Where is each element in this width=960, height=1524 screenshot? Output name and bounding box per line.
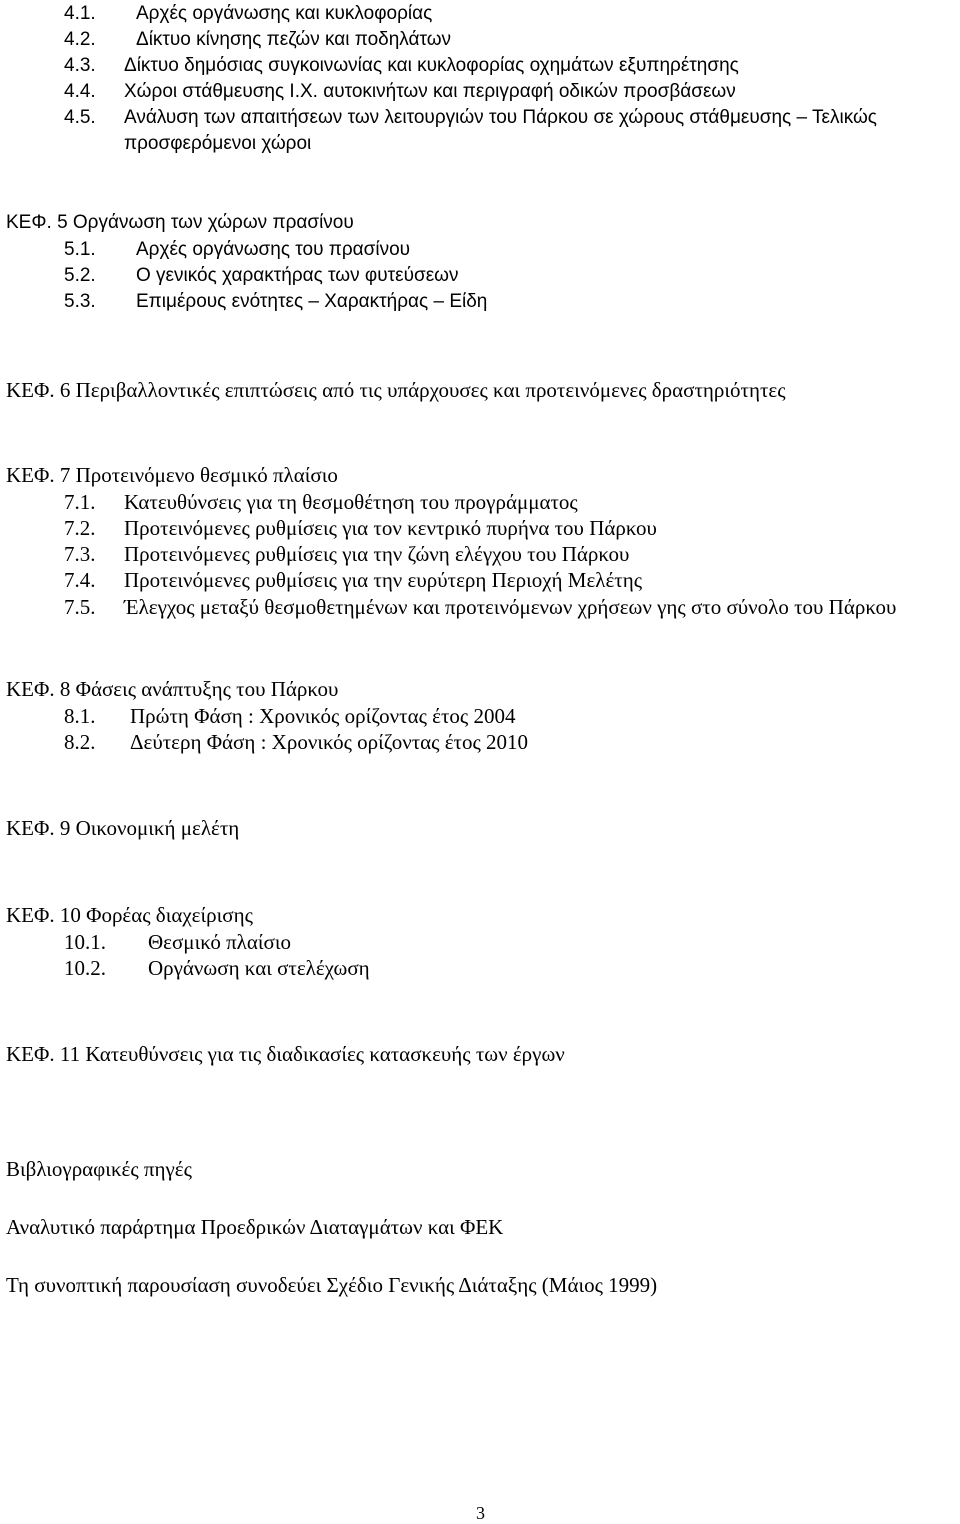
toc-entry: Χώροι στάθμευσης Ι.Χ. αυτοκινήτων και περιγραφή οδικών προσβάσεων [124,81,736,102]
toc-number: 4.5. [64,107,96,128]
chapter-heading: ΚΕΦ. 11 Κατευθύνσεις για τις διαδικασίες κατασκευής των έργων [6,1042,565,1066]
toc-entry: Θεσμικό πλαίσιο [148,930,291,954]
toc-entry: Δίκτυο κίνησης πεζών και ποδηλάτων [136,29,452,50]
toc-number: 7.5. [64,595,96,619]
toc-entry-continuation: προσφερόμενοι χώροι [124,133,312,154]
page-number: 3 [476,1503,485,1523]
toc-entry: Οργάνωση και στελέχωση [148,956,370,980]
toc-number: 5.3. [64,291,96,312]
toc-number: 8.1. [64,704,96,728]
toc-number: 7.1. [64,490,96,514]
chapter-heading: ΚΕΦ. 10 Φορέας διαχείρισης [6,903,253,927]
toc-number: 4.4. [64,81,96,102]
toc-entry: Προτεινόμενες ρυθμίσεις για τον κεντρικό πυρήνα του Πάρκου [124,516,657,540]
toc-number: 5.1. [64,239,96,260]
toc-number: 5.2. [64,265,96,286]
toc-entry: Επιμέρους ενότητες – Χαρακτήρας – Είδη [136,291,488,312]
toc-number: 4.2. [64,29,96,50]
toc-entry: Δεύτερη Φάση : Χρονικός ορίζοντας έτος 2010 [130,730,529,754]
note-text: Τη συνοπτική παρουσίαση συνοδεύει Σχέδιο Γενικής Διάταξης (Μάιος 1999) [6,1273,658,1297]
chapter-heading: ΚΕΦ. 8 Φάσεις ανάπτυξης του Πάρκου [6,677,339,701]
toc-entry: Ανάλυση των απαιτήσεων των λειτουργιών του Πάρκου σε χώρους στάθμευσης – Τελικώς [124,107,877,128]
toc-entry: Πρώτη Φάση : Χρονικός ορίζοντας έτος 2004 [130,704,516,728]
toc-number: 8.2. [64,730,96,754]
toc-entry: Έλεγχος μεταξύ θεσμοθετημένων και προτεινόμενων χρήσεων γης στο σύνολο του Πάρκου [124,595,897,619]
toc-number: 10.2. [64,956,106,980]
toc-entry: Ο γενικός χαρακτήρας των φυτεύσεων [136,265,459,286]
toc-entry: Δίκτυο δημόσιας συγκοινωνίας και κυκλοφορίας οχημάτων εξυπηρέτησης [124,55,739,76]
toc-entry: Προτεινόμενες ρυθμίσεις για την ευρύτερη Περιοχή Μελέτης [124,568,643,592]
toc-entry: Προτεινόμενες ρυθμίσεις για την ζώνη ελέγχου του Πάρκου [124,542,630,566]
toc-number: 7.4. [64,568,96,592]
chapter-heading: ΚΕΦ. 7 Προτεινόμενο θεσμικό πλαίσιο [6,463,338,487]
toc-number: 4.3. [64,55,96,76]
toc-entry: Κατευθύνσεις για τη θεσμοθέτηση του προγράμματος [124,490,578,514]
chapter-heading: ΚΕΦ. 9 Οικονομική μελέτη [6,816,240,840]
toc-number: 10.1. [64,930,106,954]
chapter-heading: ΚΕΦ. 6 Περιβαλλοντικές επιπτώσεις από τις υπάρχουσες και προτεινόμενες δραστηριότητες [6,378,786,402]
toc-number: 4.1. [64,3,96,24]
appendix-heading: Αναλυτικό παράρτημα Προεδρικών Διαταγμάτων και ΦΕΚ [6,1215,504,1239]
toc-entry: Αρχές οργάνωσης του πρασίνου [136,239,411,260]
toc-entry: Αρχές οργάνωσης και κυκλοφορίας [136,3,433,24]
chapter-heading: ΚΕΦ. 5 Οργάνωση των χώρων πρασίνου [6,212,354,233]
bibliography-heading: Βιβλιογραφικές πηγές [6,1157,192,1181]
toc-number: 7.3. [64,542,96,566]
toc-number: 7.2. [64,516,96,540]
